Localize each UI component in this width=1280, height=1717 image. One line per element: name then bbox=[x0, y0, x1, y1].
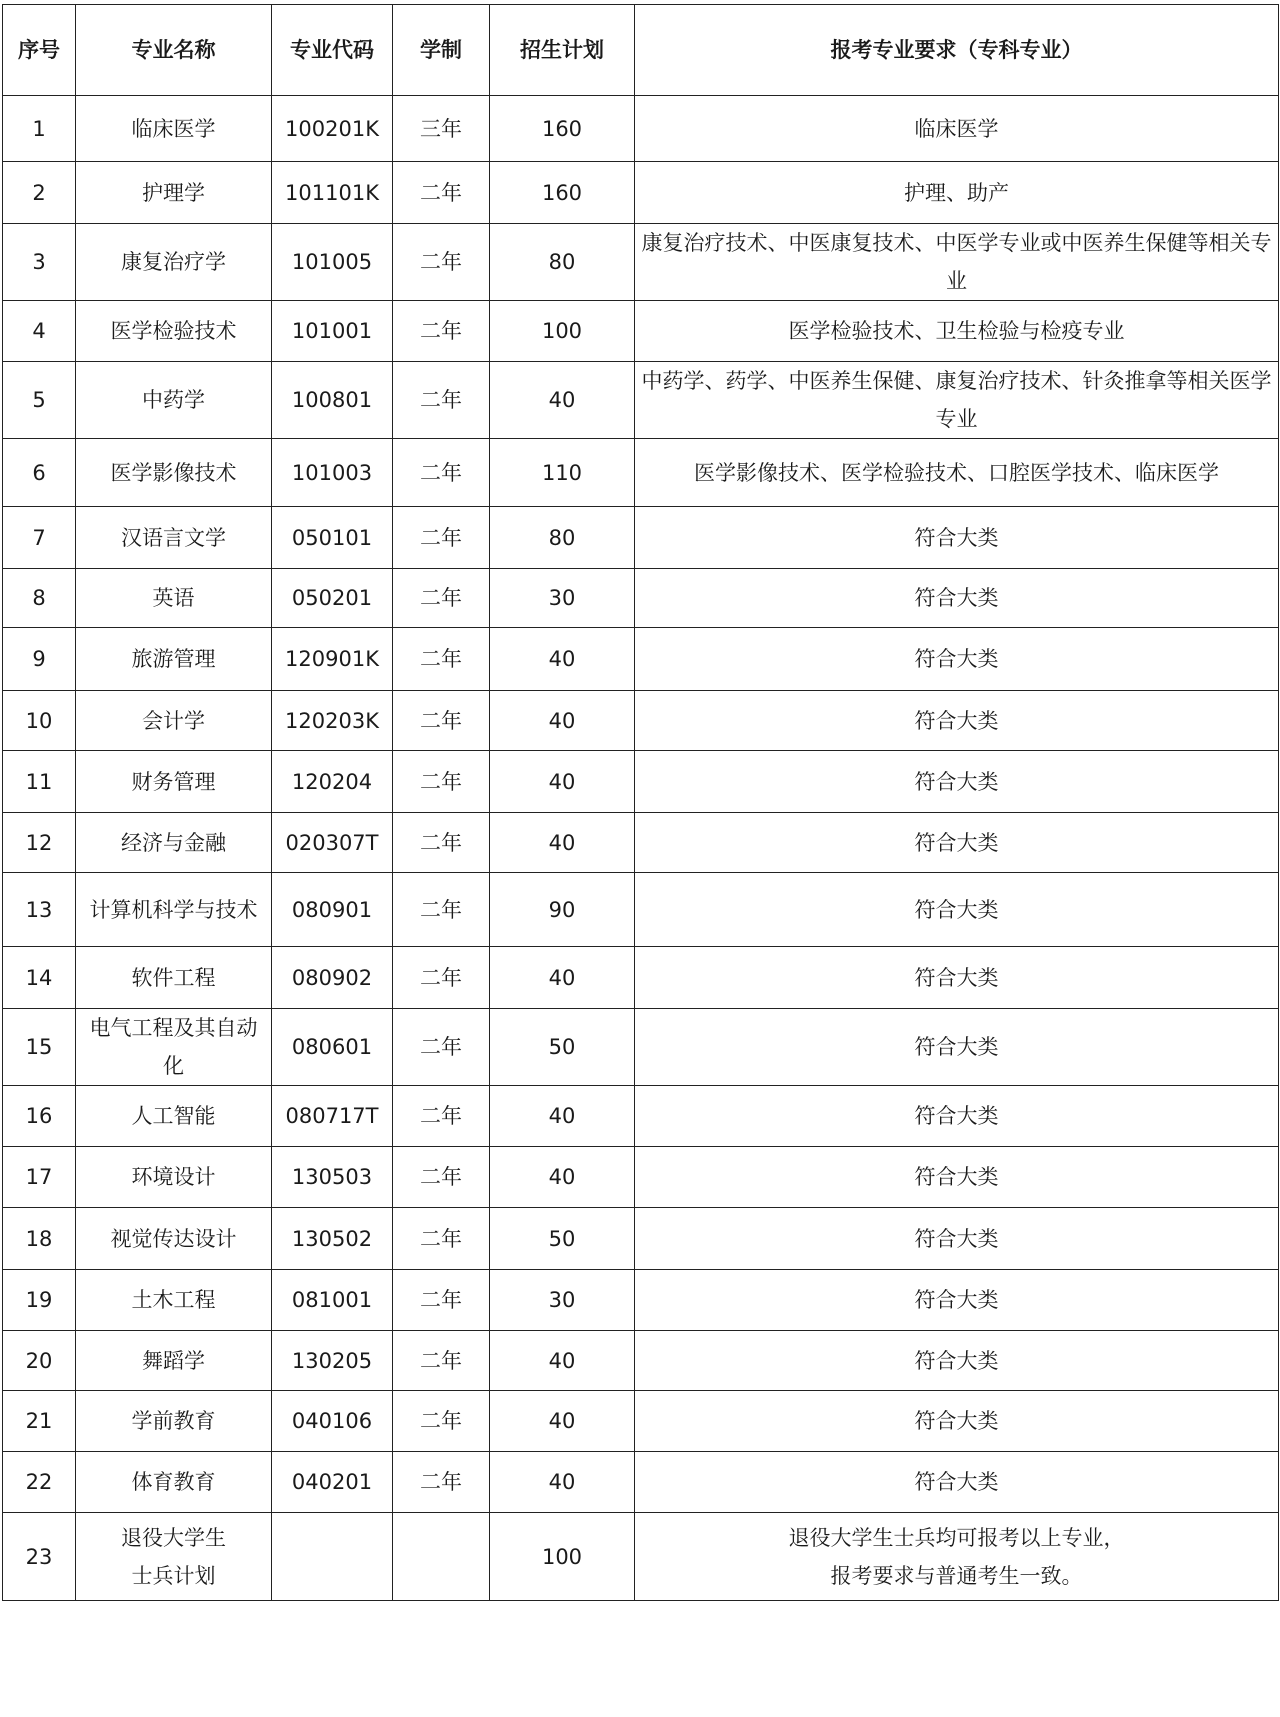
cell-major-code: 081001 bbox=[272, 1270, 393, 1331]
cell-major-code: 130503 bbox=[272, 1147, 393, 1208]
cell-requirements: 符合大类 bbox=[635, 507, 1279, 569]
cell-enrollment-plan: 40 bbox=[490, 813, 635, 873]
cell-enrollment-plan: 40 bbox=[490, 362, 635, 439]
cell-major-code: 080901 bbox=[272, 873, 393, 947]
cell-duration: 二年 bbox=[393, 1331, 490, 1391]
cell-requirements: 符合大类 bbox=[635, 1270, 1279, 1331]
cell-enrollment-plan: 40 bbox=[490, 1391, 635, 1452]
cell-major-name: 学前教育 bbox=[76, 1391, 272, 1452]
cell-major-name bbox=[76, 1513, 272, 1601]
cell-major-name: 会计学 bbox=[76, 691, 272, 751]
cell-major-name: 土木工程 bbox=[76, 1270, 272, 1331]
cell-major-code: 040106 bbox=[272, 1391, 393, 1452]
cell-duration: 三年 bbox=[393, 96, 490, 162]
table-row bbox=[3, 751, 1279, 813]
cell-enrollment-plan: 40 bbox=[490, 1331, 635, 1391]
cell-index: 15 bbox=[3, 1009, 76, 1086]
table-row bbox=[3, 813, 1279, 873]
cell-major-name: 环境设计 bbox=[76, 1147, 272, 1208]
cell-major-code: 020307T bbox=[272, 813, 393, 873]
cell-duration: 二年 bbox=[393, 162, 490, 224]
table-row bbox=[3, 873, 1279, 947]
cell-index: 11 bbox=[3, 751, 76, 813]
cell-major-code: 130502 bbox=[272, 1208, 393, 1270]
cell-index: 19 bbox=[3, 1270, 76, 1331]
cell-enrollment-plan: 40 bbox=[490, 691, 635, 751]
cell-enrollment-plan: 160 bbox=[490, 96, 635, 162]
cell-duration: 二年 bbox=[393, 751, 490, 813]
table-row bbox=[3, 1331, 1279, 1391]
cell-major-code: 100201K bbox=[272, 96, 393, 162]
cell-duration: 二年 bbox=[393, 1270, 490, 1331]
cell-index: 2 bbox=[3, 162, 76, 224]
cell-major-code: 120204 bbox=[272, 751, 393, 813]
major-name-line1: 退役大学生 bbox=[121, 1525, 226, 1550]
cell-enrollment-plan: 30 bbox=[490, 1270, 635, 1331]
cell-major-name: 经济与金融 bbox=[76, 813, 272, 873]
cell-index: 18 bbox=[3, 1208, 76, 1270]
cell-major-code: 080902 bbox=[272, 947, 393, 1009]
cell-enrollment-plan: 50 bbox=[490, 1009, 635, 1086]
cell-major-name: 康复治疗学 bbox=[76, 224, 272, 301]
cell-duration: 二年 bbox=[393, 569, 490, 628]
cell-requirements: 符合大类 bbox=[635, 691, 1279, 751]
table-row bbox=[3, 691, 1279, 751]
cell-index: 9 bbox=[3, 628, 76, 691]
cell-major-name: 医学检验技术 bbox=[76, 301, 272, 362]
cell-major-code: 050101 bbox=[272, 507, 393, 569]
table-row bbox=[3, 439, 1279, 507]
cell-major-code: 101005 bbox=[272, 224, 393, 301]
cell-requirements: 康复治疗技术、中医康复技术、中医学专业或中医养生保健等相关专业 bbox=[635, 224, 1279, 301]
cell-major-code: 130205 bbox=[272, 1331, 393, 1391]
table-row bbox=[3, 362, 1279, 439]
cell-major-code: 120901K bbox=[272, 628, 393, 691]
cell-major-code: 080601 bbox=[272, 1009, 393, 1086]
cell-duration: 二年 bbox=[393, 362, 490, 439]
cell-major-code: 101003 bbox=[272, 439, 393, 507]
requirements-line2: 报考要求与普通考生一致。 bbox=[830, 1563, 1083, 1588]
header-duration: 学制 bbox=[393, 5, 490, 96]
cell-requirements: 中药学、药学、中医养生保健、康复治疗技术、针灸推拿等相关医学专业 bbox=[635, 362, 1279, 439]
cell-major-name: 中药学 bbox=[76, 362, 272, 439]
cell-duration: 二年 bbox=[393, 224, 490, 301]
cell-major-name: 体育教育 bbox=[76, 1452, 272, 1513]
cell-duration: 二年 bbox=[393, 873, 490, 947]
table-body bbox=[3, 96, 1279, 1601]
cell-enrollment-plan: 100 bbox=[490, 1513, 635, 1601]
cell-major-code: 080717T bbox=[272, 1086, 393, 1147]
cell-requirements: 医学影像技术、医学检验技术、口腔医学技术、临床医学 bbox=[635, 439, 1279, 507]
cell-enrollment-plan: 90 bbox=[490, 873, 635, 947]
admissions-table bbox=[2, 4, 1279, 1601]
header-enrollment-plan: 招生计划 bbox=[490, 5, 635, 96]
table-row bbox=[3, 1208, 1279, 1270]
cell-requirements: 符合大类 bbox=[635, 1086, 1279, 1147]
cell-major-name: 汉语言文学 bbox=[76, 507, 272, 569]
cell-major-name: 电气工程及其自动化 bbox=[76, 1009, 272, 1086]
cell-major-name: 视觉传达设计 bbox=[76, 1208, 272, 1270]
table-row bbox=[3, 1391, 1279, 1452]
cell-index: 23 bbox=[3, 1513, 76, 1601]
cell-major-name: 财务管理 bbox=[76, 751, 272, 813]
cell-duration: 二年 bbox=[393, 1391, 490, 1452]
cell-major-name: 计算机科学与技术 bbox=[76, 873, 272, 947]
cell-index: 6 bbox=[3, 439, 76, 507]
cell-enrollment-plan: 50 bbox=[490, 1208, 635, 1270]
cell-major-name: 护理学 bbox=[76, 162, 272, 224]
table-row bbox=[3, 1147, 1279, 1208]
header-row bbox=[3, 5, 1279, 96]
cell-enrollment-plan: 40 bbox=[490, 751, 635, 813]
cell-index: 20 bbox=[3, 1331, 76, 1391]
cell-requirements: 符合大类 bbox=[635, 873, 1279, 947]
cell-enrollment-plan: 80 bbox=[490, 224, 635, 301]
table-row bbox=[3, 1270, 1279, 1331]
cell-duration: 二年 bbox=[393, 628, 490, 691]
cell-index: 10 bbox=[3, 691, 76, 751]
cell-duration: 二年 bbox=[393, 947, 490, 1009]
cell-major-code: 050201 bbox=[272, 569, 393, 628]
cell-requirements: 医学检验技术、卫生检验与检疫专业 bbox=[635, 301, 1279, 362]
cell-enrollment-plan: 40 bbox=[490, 947, 635, 1009]
cell-index: 5 bbox=[3, 362, 76, 439]
table-row bbox=[3, 301, 1279, 362]
table-row bbox=[3, 1452, 1279, 1513]
cell-requirements: 护理、助产 bbox=[635, 162, 1279, 224]
cell-requirements: 符合大类 bbox=[635, 1208, 1279, 1270]
cell-index: 16 bbox=[3, 1086, 76, 1147]
header-requirements: 报考专业要求（专科专业） bbox=[635, 5, 1279, 96]
cell-enrollment-plan: 100 bbox=[490, 301, 635, 362]
cell-major-code: 040201 bbox=[272, 1452, 393, 1513]
cell-requirements: 符合大类 bbox=[635, 751, 1279, 813]
header-major-name: 专业名称 bbox=[76, 5, 272, 96]
cell-major-code bbox=[272, 1513, 393, 1601]
cell-major-name: 临床医学 bbox=[76, 96, 272, 162]
cell-major-name: 英语 bbox=[76, 569, 272, 628]
cell-enrollment-plan: 40 bbox=[490, 628, 635, 691]
table-row bbox=[3, 162, 1279, 224]
cell-index: 7 bbox=[3, 507, 76, 569]
cell-major-code: 120203K bbox=[272, 691, 393, 751]
cell-index: 14 bbox=[3, 947, 76, 1009]
cell-enrollment-plan: 160 bbox=[490, 162, 635, 224]
major-name-line2: 士兵计划 bbox=[131, 1563, 216, 1588]
cell-major-name: 软件工程 bbox=[76, 947, 272, 1009]
table-row bbox=[3, 628, 1279, 691]
cell-enrollment-plan: 40 bbox=[490, 1147, 635, 1208]
header-major-code: 专业代码 bbox=[272, 5, 393, 96]
requirements-line1: 退役大学生士兵均可报考以上专业， bbox=[788, 1525, 1125, 1550]
cell-index: 17 bbox=[3, 1147, 76, 1208]
cell-duration: 二年 bbox=[393, 813, 490, 873]
cell-index: 12 bbox=[3, 813, 76, 873]
cell-index: 4 bbox=[3, 301, 76, 362]
cell-enrollment-plan: 80 bbox=[490, 507, 635, 569]
cell-index: 22 bbox=[3, 1452, 76, 1513]
table-row bbox=[3, 224, 1279, 301]
header-index: 序号 bbox=[3, 5, 76, 96]
cell-requirements: 符合大类 bbox=[635, 947, 1279, 1009]
cell-major-name: 医学影像技术 bbox=[76, 439, 272, 507]
cell-duration bbox=[393, 1513, 490, 1601]
cell-duration: 二年 bbox=[393, 691, 490, 751]
cell-requirements: 符合大类 bbox=[635, 1009, 1279, 1086]
cell-requirements: 符合大类 bbox=[635, 1331, 1279, 1391]
cell-duration: 二年 bbox=[393, 1147, 490, 1208]
cell-major-name: 舞蹈学 bbox=[76, 1331, 272, 1391]
cell-duration: 二年 bbox=[393, 439, 490, 507]
cell-index: 3 bbox=[3, 224, 76, 301]
cell-index: 8 bbox=[3, 569, 76, 628]
table-row bbox=[3, 1086, 1279, 1147]
table-row bbox=[3, 947, 1279, 1009]
cell-major-code: 101101K bbox=[272, 162, 393, 224]
cell-duration: 二年 bbox=[393, 301, 490, 362]
cell-major-name: 旅游管理 bbox=[76, 628, 272, 691]
table-row bbox=[3, 507, 1279, 569]
cell-index: 1 bbox=[3, 96, 76, 162]
cell-major-code: 101001 bbox=[272, 301, 393, 362]
cell-requirements: 符合大类 bbox=[635, 813, 1279, 873]
cell-enrollment-plan: 30 bbox=[490, 569, 635, 628]
cell-duration: 二年 bbox=[393, 1009, 490, 1086]
cell-major-name: 人工智能 bbox=[76, 1086, 272, 1147]
cell-duration: 二年 bbox=[393, 1086, 490, 1147]
cell-requirements: 符合大类 bbox=[635, 569, 1279, 628]
cell-requirements: 符合大类 bbox=[635, 1391, 1279, 1452]
cell-requirements: 符合大类 bbox=[635, 1147, 1279, 1208]
cell-index: 13 bbox=[3, 873, 76, 947]
cell-enrollment-plan: 110 bbox=[490, 439, 635, 507]
table-row bbox=[3, 96, 1279, 162]
cell-enrollment-plan: 40 bbox=[490, 1452, 635, 1513]
cell-duration: 二年 bbox=[393, 507, 490, 569]
cell-requirements: 临床医学 bbox=[635, 96, 1279, 162]
table-row-last bbox=[3, 1513, 1279, 1601]
cell-index: 21 bbox=[3, 1391, 76, 1452]
cell-duration: 二年 bbox=[393, 1452, 490, 1513]
cell-major-code: 100801 bbox=[272, 362, 393, 439]
cell-enrollment-plan: 40 bbox=[490, 1086, 635, 1147]
cell-requirements: 符合大类 bbox=[635, 628, 1279, 691]
table-row bbox=[3, 569, 1279, 628]
cell-requirements bbox=[635, 1513, 1279, 1601]
table-row bbox=[3, 1009, 1279, 1086]
cell-duration: 二年 bbox=[393, 1208, 490, 1270]
cell-requirements: 符合大类 bbox=[635, 1452, 1279, 1513]
